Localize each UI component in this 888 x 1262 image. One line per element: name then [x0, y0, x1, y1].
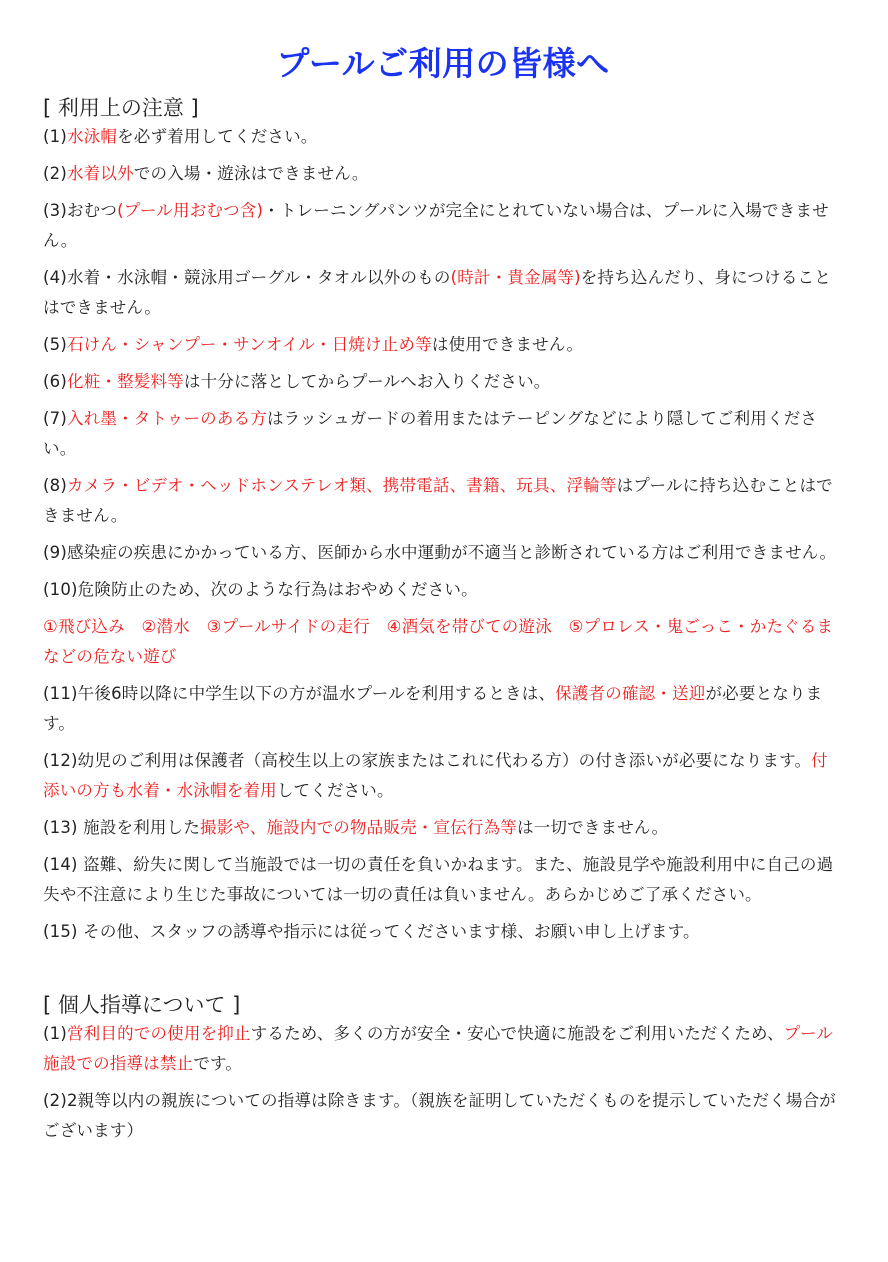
notice-item: [43, 813, 843, 843]
section-personal-coaching: [43, 991, 843, 1146]
item-text: (12)幼児のご利用は保護者（高校生以上の家族またはこれに代わる方）の付き添いが必要になります。: [43, 751, 812, 770]
item-text: は使用できません。: [431, 335, 584, 354]
highlighted-text: 営利目的での使用を抑止: [66, 1024, 251, 1043]
item-text: ・トレーニングパンツが完全にとれていない場合は、プールに入場できません。: [43, 201, 829, 250]
notice-item: [43, 471, 843, 531]
section-heading-usage-notes: [ 利用上の注意 ]: [43, 96, 199, 120]
item-text: は一切できません。: [517, 818, 669, 837]
highlighted-text: ①飛び込み ②潜水 ③プールサイドの走行 ④酒気を帯びての遊泳 ⑤プロレス・鬼ごっこ・かたぐるまなどの危ない遊び: [43, 617, 834, 666]
highlighted-text: 水泳帽: [66, 127, 118, 146]
item-text: (5): [43, 335, 67, 354]
highlighted-text: 保護者の確認・送迎: [555, 684, 706, 703]
page-title: プールご利用の皆様へ: [276, 44, 610, 83]
item-text: (9)感染症の疾患にかかっている方、医師から水中運動が不適当と診断されている方はご利用できません。: [43, 543, 837, 562]
item-text: (3)おむつ: [43, 201, 118, 220]
item-text: (11)午後6時以降に中学生以下の方が温水プールを利用するときは、: [43, 684, 556, 703]
item-text: (4)水着・水泳帽・競泳用ゴーグル・タオル以外のもの: [43, 268, 451, 287]
item-text: (1): [43, 127, 67, 146]
item-text: (7): [43, 409, 67, 428]
item-text: です。: [193, 1054, 243, 1073]
notice-item: [43, 196, 843, 256]
item-text: はラッシュガードの着用またはテーピングなどにより隠してご利用ください。: [43, 409, 818, 458]
notice-item: [43, 1086, 843, 1146]
highlighted-text: プール施設での指導は禁止: [43, 1024, 834, 1073]
item-text: (14) 盗難、紛失に関して当施設では一切の責任を負いかねます。また、施設見学や施設利用中に自己の過失や不注意により生じた事故については一切の責任は負いません。あらかじめご了承ください。: [43, 855, 834, 904]
highlighted-text: 石けん・シャンプー・サンオイル・日焼け止め等: [66, 335, 432, 354]
notice-item: [43, 122, 843, 152]
item-text: してください。: [276, 781, 394, 800]
highlighted-text: 水着以外: [66, 164, 134, 183]
item-text: (15) その他、スタッフの誘導や指示には従ってくださいます様、お願い申し上げます。: [43, 922, 700, 941]
notice-item: [43, 330, 843, 360]
item-text: が必要となります。: [43, 684, 823, 733]
item-text: での入場・遊泳はできません。: [133, 164, 369, 183]
notice-item: [43, 575, 843, 605]
notice-item: [43, 850, 843, 910]
item-text: を持ち込んだり、身につけることはできません。: [43, 268, 831, 317]
item-text: するため、多くの方が安全・安心で快適に施設をご利用いただくため、: [250, 1024, 784, 1043]
notice-item: [43, 917, 843, 947]
notice-item: [43, 612, 843, 672]
item-text: (13) 施設を利用した: [43, 818, 201, 837]
notice-item: [43, 746, 843, 806]
highlighted-text: (プール用おむつ含): [117, 201, 264, 220]
highlighted-text: カメラ・ビデオ・ヘッドホンステレオ類、携帯電話、書籍、玩具、浮輪等: [66, 476, 617, 495]
usage-notes-list: [43, 122, 843, 947]
section-heading-personal-coaching: [ 個人指導について ]: [43, 993, 241, 1017]
item-text: は十分に落としてからプールへお入りください。: [183, 372, 551, 391]
notice-item: [43, 159, 843, 189]
highlighted-text: 入れ墨・タトゥーのある方: [66, 409, 267, 428]
personal-coaching-list: [43, 1019, 843, 1146]
item-text: (6): [43, 372, 67, 391]
item-text: (1): [43, 1024, 67, 1043]
item-text: (2)2親等以内の親族についての指導は除きます。（親族を証明していただくものを提示していただく場合がございます）: [43, 1091, 836, 1140]
notice-item: [43, 263, 843, 323]
item-text: (8): [43, 476, 67, 495]
notice-item: [43, 679, 843, 739]
highlighted-text: 撮影や、施設内での物品販売・宣伝行為等: [200, 818, 517, 837]
notice-item: [43, 1019, 843, 1079]
highlighted-text: (時計・貴金属等): [450, 268, 581, 287]
notice-item: [43, 367, 843, 397]
highlighted-text: 化粧・整髪料等: [66, 372, 184, 391]
notice-page: [43, 0, 843, 1146]
item-text: を必ず着用してください。: [117, 127, 318, 146]
notice-item: [43, 404, 843, 464]
item-text: (10)危険防止のため、次のような行為はおやめください。: [43, 580, 478, 599]
item-text: はプールに持ち込むことはできません。: [43, 476, 833, 525]
item-text: (2): [43, 164, 67, 183]
notice-item: [43, 538, 843, 568]
section-usage-notes: [43, 94, 843, 947]
highlighted-text: 付添いの方も水着・水泳帽を着用: [43, 751, 828, 800]
